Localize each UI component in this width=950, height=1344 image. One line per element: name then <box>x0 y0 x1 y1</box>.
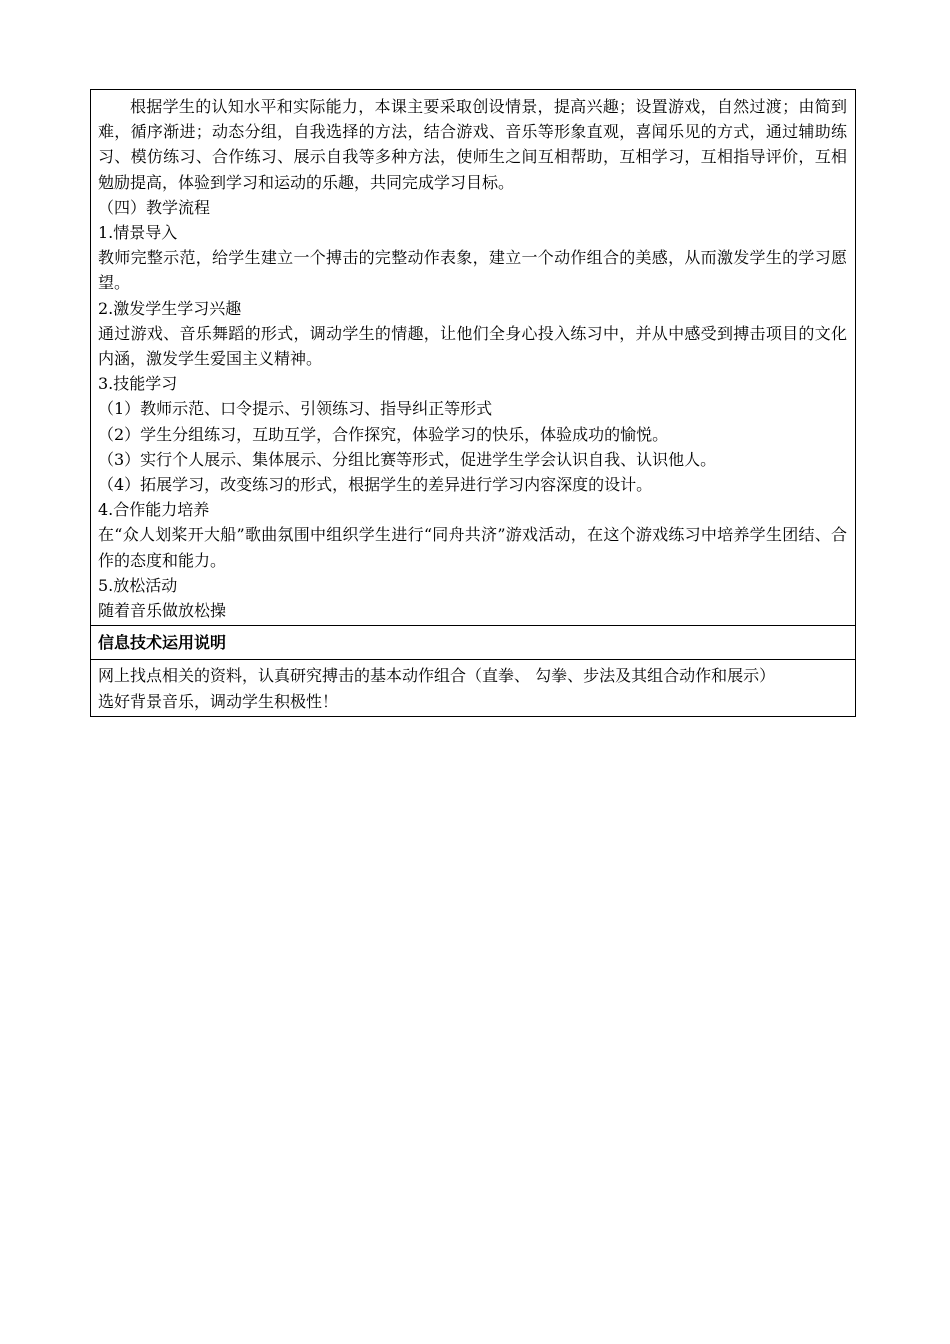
step-3-item-1: （1）教师示范、口令提示、引领练习、指导纠正等形式 <box>98 399 493 419</box>
teaching-method-paragraph: 根据学生的认知水平和实际能力，本课主要采取创设情景，提高兴趣；设置游戏，自然过渡；由简到难，循序渐进；动态分组，自我选择的方法，结合游戏、音乐等形象直观，喜闻乐见的方式，通过辅助练习、模仿练习、合作练习、展示自我等多种方法，使师生之间互相帮助，互相学习，互相指导评价，互相勉励提高，体验到学习和运动的乐趣，共同完成学习目标。 <box>98 97 847 192</box>
step-5-text: 随着音乐做放松操 <box>98 601 227 621</box>
info-tech-heading: 信息技术运用说明 <box>98 633 227 653</box>
step-2-title: 2.激发学生学习兴趣 <box>98 298 242 318</box>
info-tech-content-cell <box>91 659 855 715</box>
step-1-text: 教师完整示范，给学生建立一个搏击的完整动作表象，建立一个动作组合的美感，从而激发学生的学习愿望。 <box>98 248 847 293</box>
info-tech-line-2: 选好背景音乐，调动学生积极性！ <box>98 691 339 711</box>
info-tech-heading-cell <box>91 625 855 659</box>
info-tech-line-1: 网上找点相关的资料，认真研究搏击的基本动作组合（直拳、 勾拳、步法及其组合动作和展示） <box>98 666 776 686</box>
step-2-text: 通过游戏、音乐舞蹈的形式，调动学生的情趣，让他们全身心投入练习中，并从中感受到搏击项目的文化内涵，激发学生爱国主义精神。 <box>98 323 847 369</box>
step-4-text: 在“众人划桨开大船”歌曲氛围中组织学生进行“同舟共济”游戏活动，在这个游戏练习中培养学生团结、合作的态度和能力。 <box>98 525 847 570</box>
step-3-title: 3.技能学习 <box>98 374 178 394</box>
process-heading: （四）教学流程 <box>98 197 211 217</box>
lesson-plan-table <box>90 89 856 717</box>
step-1-title: 1.情景导入 <box>98 223 178 243</box>
step-5-title: 5.放松活动 <box>98 575 178 595</box>
step-4-title: 4.合作能力培养 <box>98 500 210 520</box>
teaching-process-cell <box>91 90 855 625</box>
step-3-item-4: （4）拓展学习，改变练习的形式，根据学生的差异进行学习内容深度的设计。 <box>98 475 653 495</box>
step-3-item-2: （2）学生分组练习，互助互学，合作探究，体验学习的快乐，体验成功的愉悦。 <box>98 424 669 444</box>
step-3-item-3: （3）实行个人展示、集体展示、分组比赛等形式，促进学生学会认识自我、认识他人。 <box>98 449 717 469</box>
